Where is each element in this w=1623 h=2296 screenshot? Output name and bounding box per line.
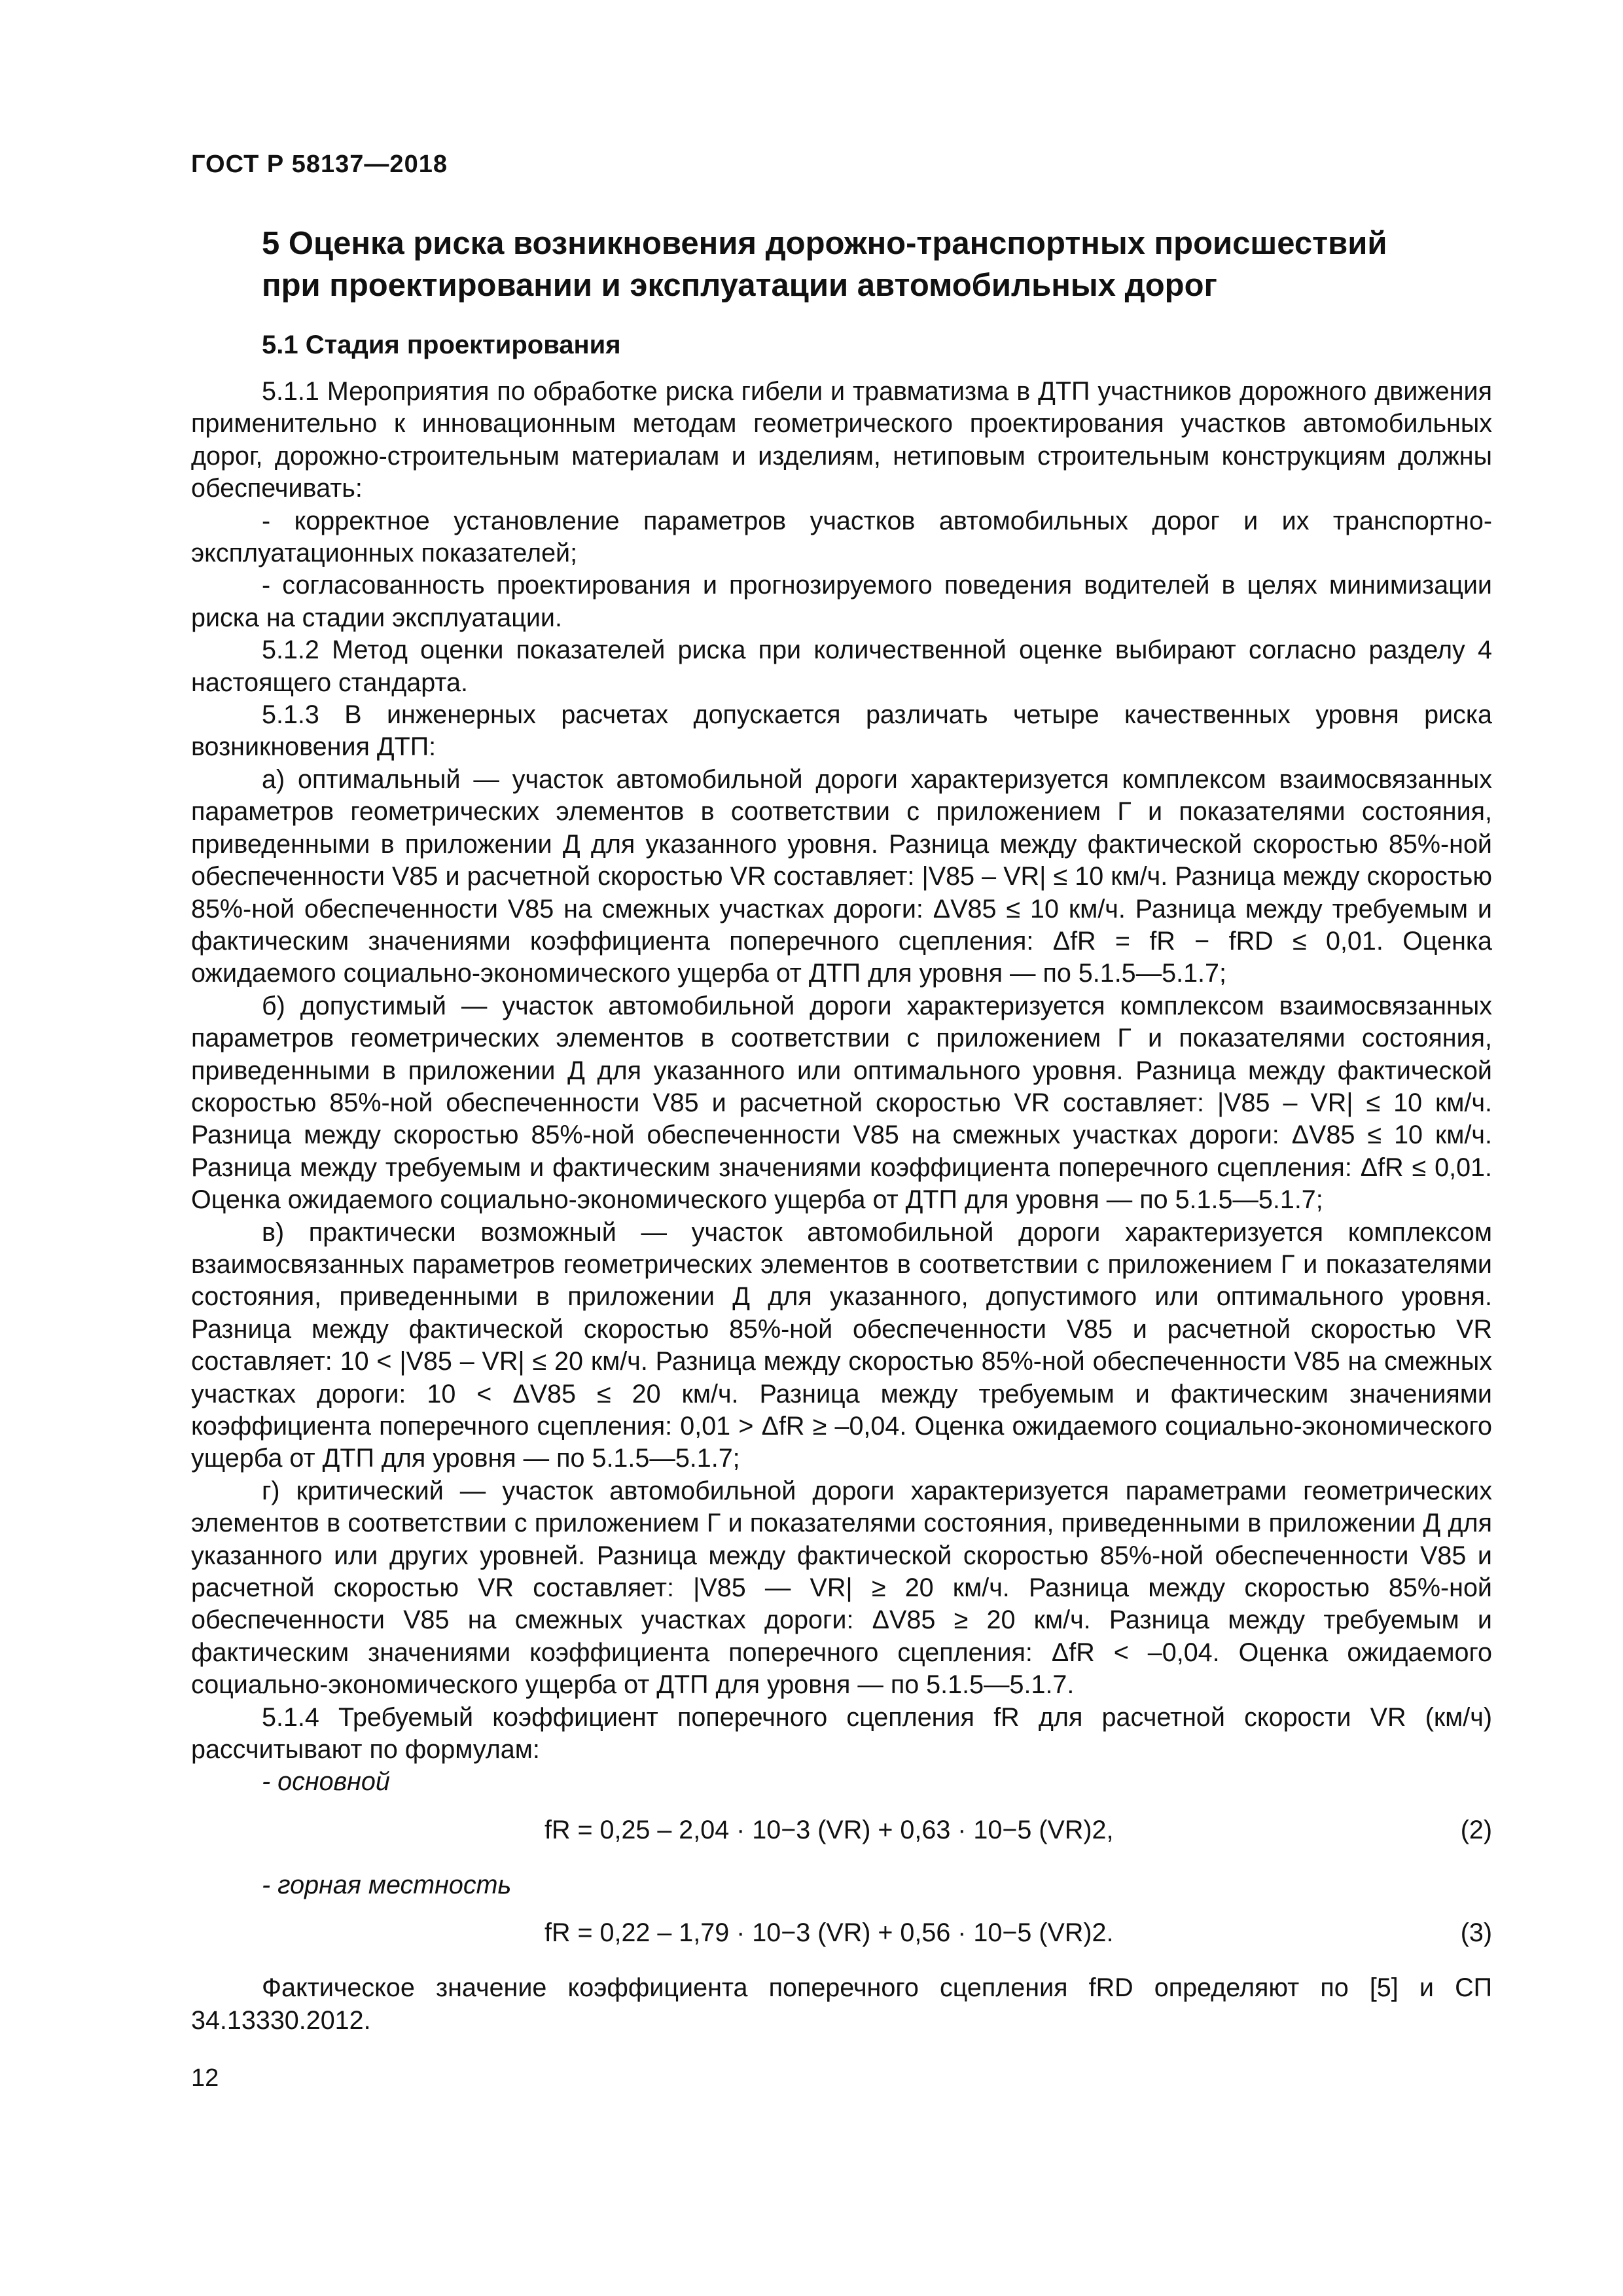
paragraph-5-1-4: 5.1.4 Требуемый коэффициент поперечного сцепления fR для расчетной скорости VR (км/ч) рассчитывают по формулам: <box>191 1702 1492 1765</box>
paragraph-actual-coefficient: Фактическое значение коэффициента поперечного сцепления fRD определяют по [5] и СП 34.13330.2012. <box>191 1973 1492 2035</box>
formula-3-number: (3) <box>1460 1918 1492 1948</box>
risk-level-acceptable: б) допустимый — участок автомобильной дороги характеризуется комплексом взаимосвязанных параметров геометрических элементов в соответствии с приложением Г и показателями состояния, приведенными в приложении Д для указанного или оптимального уровня. Разница между фактической скоростью 85%-ной обеспеченности V85 и расчетной скоростью VR составляет: |V85 – VR| ≤ 10 км/ч. Разница между скоростью 85%-ной обеспеченности V85 на смежных участках дороги: ΔV85 ≤ 10 км/ч. Разница между требуемым и фактическим значениями коэффициента поперечного сцепления: ΔfR ≤ 0,01. Оценка ожидаемого социально-экономического ущерба от ДТП для уровня — по 5.1.5—5.1.7; <box>191 991 1492 1215</box>
formula-label-main: - основной <box>262 1767 390 1797</box>
risk-level-critical: г) критический — участок автомобильной дороги характеризуется параметрами геометрических элементов в соответствии с приложением Г и показателями состояния, приведенными в приложении Д для указанного или других уровней. Разница между фактической скоростью 85%-ной обеспеченности V85 и расчетной скоростью VR составляет: |V85 — VR| ≥ 20 км/ч. Разница между скоростью 85%-ной обеспеченности V85 на смежных участках дороги: ΔV85 ≥ 20 км/ч. Разница между требуемым и фактическим значениями коэффициента поперечного сцепления: ΔfR < –0,04. Оценка ожидаемого социально-экономического ущерба от ДТП для уровня — по 5.1.5—5.1.7. <box>191 1476 1492 1700</box>
list-item: - согласованность проектирования и прогнозируемого поведения водителей в целях минимизации риска на стадии эксплуатации. <box>191 571 1492 632</box>
page-number: 12 <box>191 2064 219 2092</box>
document-body <box>191 376 1492 2037</box>
subsection-title: 5.1 Стадия проектирования <box>262 331 621 359</box>
formula-3-expression: fR = 0,22 – 1,79 · 10−3 (VR) + 0,56 · 10−5 (VR)2. <box>544 1918 1114 1948</box>
formula-2-number: (2) <box>1460 1815 1492 1844</box>
section-title-line1: 5 Оценка риска возникновения дорожно-транспортных происшествий <box>262 226 1387 261</box>
formula-2 <box>191 1808 1492 1852</box>
standard-id: ГОСТ Р 58137—2018 <box>191 151 448 178</box>
paragraph-5-1-3: 5.1.3 В инженерных расчетах допускается различать четыре качественных уровня риска возникновения ДТП: <box>191 700 1492 762</box>
paragraph-5-1-2: 5.1.2 Метод оценки показателей риска при количественной оценке выбирают согласно разделу 4 настоящего стандарта. <box>191 636 1492 697</box>
list-item: - корректное установление параметров участков автомобильных дорог и их транспортно-эксплуатационных показателей; <box>191 506 1492 568</box>
paragraph-5-1-1: 5.1.1 Мероприятия по обработке риска гибели и травматизма в ДТП участников дорожного движения применительно к инновационным методам геометрического проектирования участков автомобильных дорог, дорожно-строительным материалам и изделиям, нетиповым строительным конструкциям должны обеспечивать: <box>191 377 1492 503</box>
formula-2-expression: fR = 0,25 – 2,04 · 10−3 (VR) + 0,63 · 10−5 (VR)2, <box>544 1815 1114 1844</box>
formula-3 <box>191 1910 1492 1955</box>
section-title-line2: при проектировании и эксплуатации автомобильных дорог <box>262 268 1217 303</box>
section-title <box>262 223 1505 306</box>
risk-level-optimal: а) оптимальный — участок автомобильной дороги характеризуется комплексом взаимосвязанных параметров геометрических элементов в соответствии с приложением Г и показателями состояния, приведенными в приложении Д для указанного уровня. Разница между фактической скоростью 85%-ной обеспеченности V85 и расчетной скоростью VR составляет: |V85 – VR| ≤ 10 км/ч. Разница между скоростью 85%-ной обеспеченности V85 на смежных участках дороги: ΔV85 ≤ 10 км/ч. Разница между требуемым и фактическим значениями коэффициента поперечного сцепления: ΔfR = fR − fRD ≤ 0,01. Оценка ожидаемого социально-экономического ущерба от ДТП для уровня — по 5.1.5—5.1.7; <box>191 764 1492 988</box>
risk-level-possible: в) практически возможный — участок автомобильной дороги характеризуется комплексом взаимосвязанных параметров геометрических элементов в соответствии с приложением Г и показателями состояния, приведенными в приложении Д для указанного, допустимого или оптимального уровня. Разница между фактической скоростью 85%-ной обеспеченности V85 и расчетной скоростью VR составляет: 10 < |V85 – VR| ≤ 20 км/ч. Разница между скоростью 85%-ной обеспеченности V85 на смежных участках дороги: 10 < ΔV85 ≤ 20 км/ч. Разница между требуемым и фактическим значениями коэффициента поперечного сцепления: 0,01 > ΔfR ≥ –0,04. Оценка ожидаемого социально-экономического ущерба от ДТП для уровня — по 5.1.5—5.1.7; <box>191 1217 1492 1473</box>
formula-label-mountain: - горная местность <box>262 1870 512 1899</box>
